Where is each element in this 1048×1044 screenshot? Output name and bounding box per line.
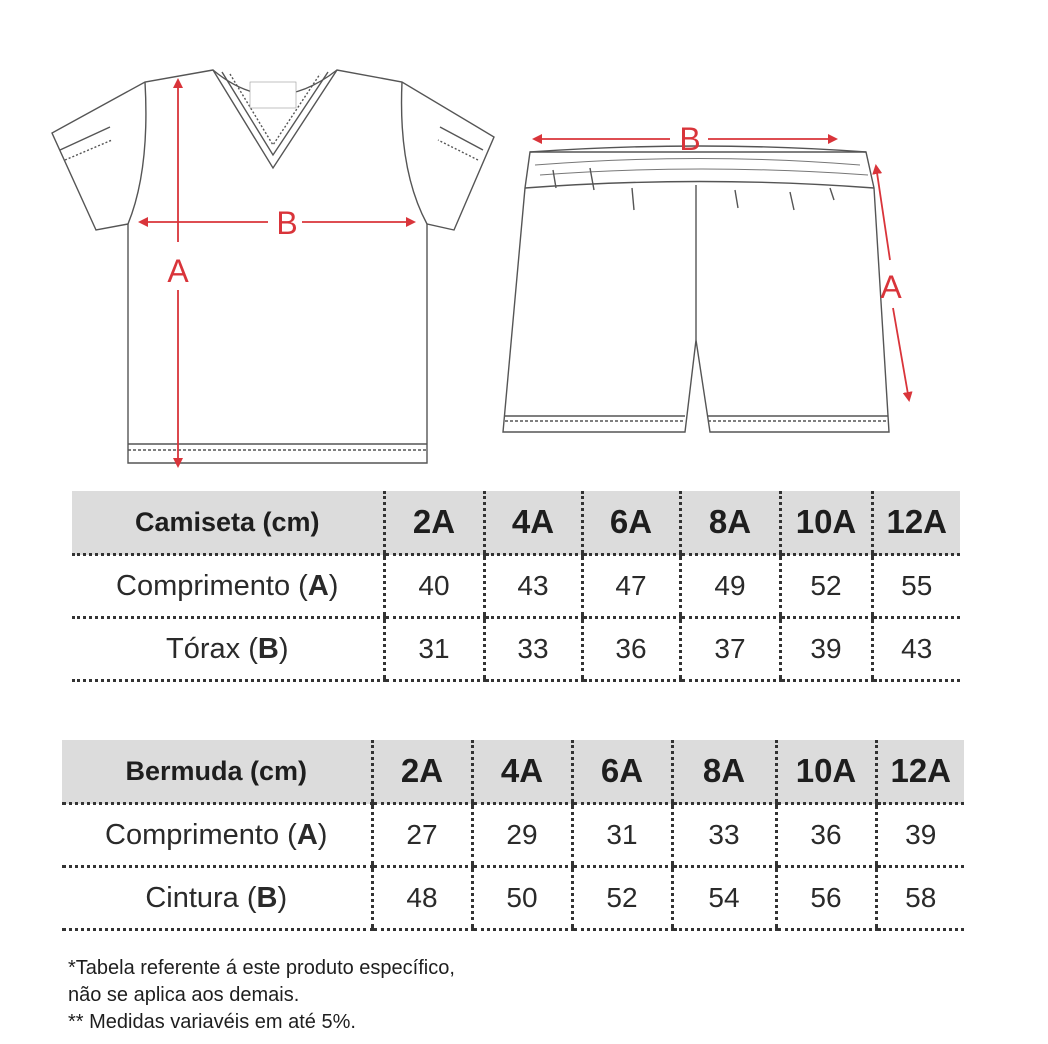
size-header: 6A xyxy=(572,740,672,804)
row-label: Tórax (B) xyxy=(72,618,384,681)
table-cell: 49 xyxy=(680,555,780,618)
tshirt-label-a: A xyxy=(167,253,189,289)
table-cell: 48 xyxy=(372,867,472,930)
table-cell: 47 xyxy=(582,555,680,618)
camiseta-header-row xyxy=(72,491,960,555)
size-header: 4A xyxy=(484,491,582,555)
bermuda-header-row xyxy=(62,740,964,804)
table-cell: 33 xyxy=(672,804,776,867)
garment-diagram xyxy=(0,0,1048,480)
bermuda-row-comprimento xyxy=(62,804,964,867)
table-cell: 52 xyxy=(572,867,672,930)
size-header: 8A xyxy=(680,491,780,555)
camiseta-row-comprimento xyxy=(72,555,960,618)
table-cell: 54 xyxy=(672,867,776,930)
footnote-line: ** Medidas variavéis em até 5%. xyxy=(68,1011,356,1033)
size-header: 4A xyxy=(472,740,572,804)
size-header: 12A xyxy=(872,491,960,555)
table-cell: 40 xyxy=(384,555,484,618)
size-header: 6A xyxy=(582,491,680,555)
bermuda-row-cintura xyxy=(62,867,964,930)
table-cell: 55 xyxy=(872,555,960,618)
camiseta-size-table xyxy=(72,491,960,682)
footnote-line: não se aplica aos demais. xyxy=(68,984,300,1006)
table-cell: 50 xyxy=(472,867,572,930)
table-cell: 33 xyxy=(484,618,582,681)
footnotes xyxy=(68,955,455,1036)
tshirt-drawing xyxy=(52,70,494,463)
table-cell: 43 xyxy=(872,618,960,681)
table-cell: 36 xyxy=(776,804,876,867)
table-cell: 52 xyxy=(780,555,872,618)
camiseta-row-torax xyxy=(72,618,960,681)
table-cell: 27 xyxy=(372,804,472,867)
size-header: 10A xyxy=(776,740,876,804)
size-header: 10A xyxy=(780,491,872,555)
table-cell: 31 xyxy=(572,804,672,867)
table-cell: 39 xyxy=(876,804,964,867)
camiseta-title: Camiseta (cm) xyxy=(72,491,384,555)
bermuda-title: Bermuda (cm) xyxy=(62,740,372,804)
table-cell: 43 xyxy=(484,555,582,618)
shorts-label-b: B xyxy=(679,121,701,157)
row-label: Comprimento (A) xyxy=(62,804,372,867)
table-cell: 31 xyxy=(384,618,484,681)
tshirt-label-b: B xyxy=(276,205,298,241)
footnote-line: *Tabela referente á este produto específico, xyxy=(68,957,455,979)
table-cell: 39 xyxy=(780,618,872,681)
table-cell: 36 xyxy=(582,618,680,681)
size-header: 2A xyxy=(372,740,472,804)
row-label: Cintura (B) xyxy=(62,867,372,930)
table-cell: 58 xyxy=(876,867,964,930)
table-cell: 29 xyxy=(472,804,572,867)
row-label: Comprimento (A) xyxy=(72,555,384,618)
table-cell: 56 xyxy=(776,867,876,930)
size-header: 2A xyxy=(384,491,484,555)
table-cell: 37 xyxy=(680,618,780,681)
bermuda-size-table xyxy=(62,740,964,931)
size-header: 8A xyxy=(672,740,776,804)
shorts-label-a: A xyxy=(880,269,902,305)
shorts-drawing xyxy=(503,146,889,432)
size-header: 12A xyxy=(876,740,964,804)
